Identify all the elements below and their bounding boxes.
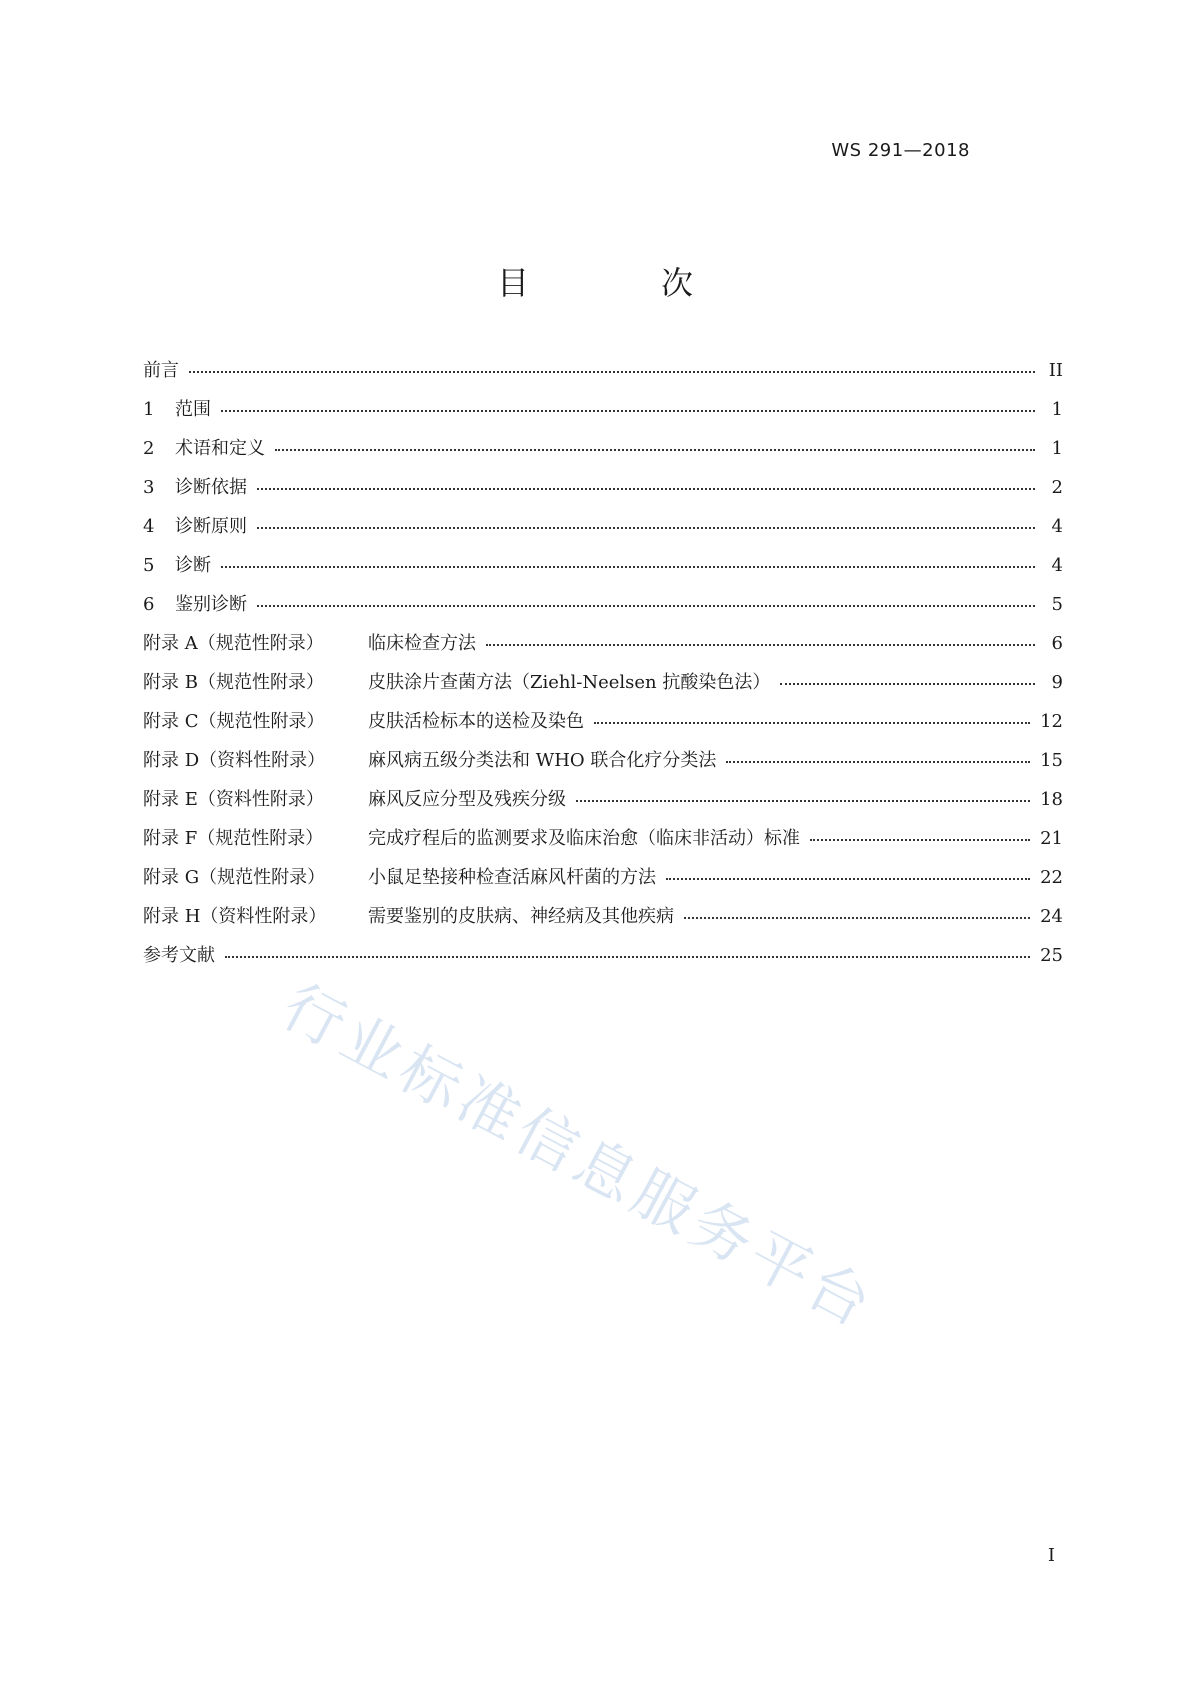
toc-entry-page: 6 (1051, 633, 1063, 654)
dot-leader (225, 955, 1030, 958)
dot-leader (189, 370, 1035, 373)
dot-leader (576, 799, 1030, 802)
toc-entry-number: 3 (143, 477, 155, 498)
toc-entry-label: 需要鉴别的皮肤病、神经病及其他疾病 (368, 906, 674, 927)
dot-leader (666, 877, 1030, 880)
toc-entry[interactable] (143, 707, 1063, 746)
toc-entry-appendix: 附录 G（规范性附录） (143, 867, 326, 888)
toc-entry-page: 1 (1051, 438, 1063, 459)
page-number: I (1047, 1545, 1055, 1566)
toc-entry[interactable] (143, 395, 1063, 434)
toc-entry[interactable] (143, 629, 1063, 668)
toc-entry-page: 12 (1040, 711, 1063, 732)
toc-entry-label: 小鼠足垫接种检查活麻风杆菌的方法 (368, 867, 656, 888)
toc-entry-label: 诊断依据 (175, 477, 247, 498)
toc-entry-appendix: 附录 D（资料性附录） (143, 750, 326, 771)
toc-entry[interactable] (143, 746, 1063, 785)
dot-leader (780, 682, 1035, 685)
toc-entry-number: 4 (143, 516, 155, 537)
toc-entry[interactable] (143, 941, 1063, 980)
dot-leader (221, 565, 1035, 568)
toc-entry-page: 22 (1040, 867, 1063, 888)
standard-code: WS 291—2018 (831, 140, 970, 161)
toc-entry-number: 1 (143, 399, 155, 420)
toc-entry-appendix: 附录 A（规范性附录） (143, 633, 324, 654)
toc-entry-appendix: 附录 C（规范性附录） (143, 711, 325, 732)
toc-entry[interactable] (143, 785, 1063, 824)
toc-entry-label: 术语和定义 (175, 438, 265, 459)
dot-leader (726, 760, 1030, 763)
toc-entry[interactable] (143, 473, 1063, 512)
toc-entry-label: 皮肤活检标本的送检及染色 (368, 711, 584, 732)
dot-leader (810, 838, 1030, 841)
toc-entry-label: 参考文献 (143, 945, 215, 966)
toc-entry-page: 18 (1040, 789, 1063, 810)
toc-entry-appendix: 附录 E（资料性附录） (143, 789, 324, 810)
toc-entry-page: 4 (1051, 555, 1063, 576)
dot-leader (221, 409, 1035, 412)
dot-leader (275, 448, 1035, 451)
toc-entry[interactable] (143, 356, 1063, 395)
toc-entry[interactable] (143, 902, 1063, 941)
toc-entry[interactable] (143, 824, 1063, 863)
toc-entry-page: 9 (1051, 672, 1063, 693)
toc-entry-page: 5 (1051, 594, 1063, 615)
toc-entry-label: 诊断原则 (175, 516, 247, 537)
dot-leader (594, 721, 1030, 724)
toc-entry[interactable] (143, 668, 1063, 707)
toc-entry[interactable] (143, 434, 1063, 473)
toc-entry-number: 6 (143, 594, 155, 615)
toc-entry-label: 完成疗程后的监测要求及临床治愈（临床非活动）标准 (368, 828, 800, 849)
toc-entry-page: 2 (1051, 477, 1063, 498)
toc-entry-label: 鉴别诊断 (175, 594, 247, 615)
watermark: 行业标准信息服务平台 (271, 971, 887, 1344)
toc-entry-page: 1 (1051, 399, 1063, 420)
toc-entry-page: 4 (1051, 516, 1063, 537)
toc-entry-page: II (1048, 360, 1063, 381)
toc-entry-label: 前言 (143, 360, 179, 381)
table-of-contents (143, 356, 1063, 980)
dot-leader (257, 604, 1035, 607)
dot-leader (684, 916, 1030, 919)
toc-entry-label: 麻风反应分型及残疾分级 (368, 789, 566, 810)
toc-entry-page: 21 (1040, 828, 1063, 849)
toc-entry-label: 范围 (175, 399, 211, 420)
toc-entry[interactable] (143, 512, 1063, 551)
toc-entry-label: 诊断 (175, 555, 211, 576)
page-title: 目 次 (496, 264, 743, 302)
toc-entry-label: 麻风病五级分类法和 WHO 联合化疗分类法 (368, 750, 717, 771)
toc-entry-label: 皮肤涂片查菌方法（Ziehl-Neelsen 抗酸染色法） (368, 672, 771, 693)
dot-leader (486, 643, 1035, 646)
toc-entry-page: 25 (1040, 945, 1063, 966)
toc-entry-appendix: 附录 H（资料性附录） (143, 906, 327, 927)
toc-entry-appendix: 附录 B（规范性附录） (143, 672, 324, 693)
toc-entry-page: 24 (1040, 906, 1063, 927)
toc-entry-label: 临床检查方法 (368, 633, 476, 654)
toc-entry[interactable] (143, 551, 1063, 590)
toc-entry-number: 5 (143, 555, 155, 576)
dot-leader (257, 526, 1035, 529)
toc-entry-number: 2 (143, 438, 155, 459)
toc-entry[interactable] (143, 863, 1063, 902)
toc-entry-appendix: 附录 F（规范性附录） (143, 828, 324, 849)
toc-entry[interactable] (143, 590, 1063, 629)
toc-entry-page: 15 (1040, 750, 1063, 771)
dot-leader (257, 487, 1035, 490)
